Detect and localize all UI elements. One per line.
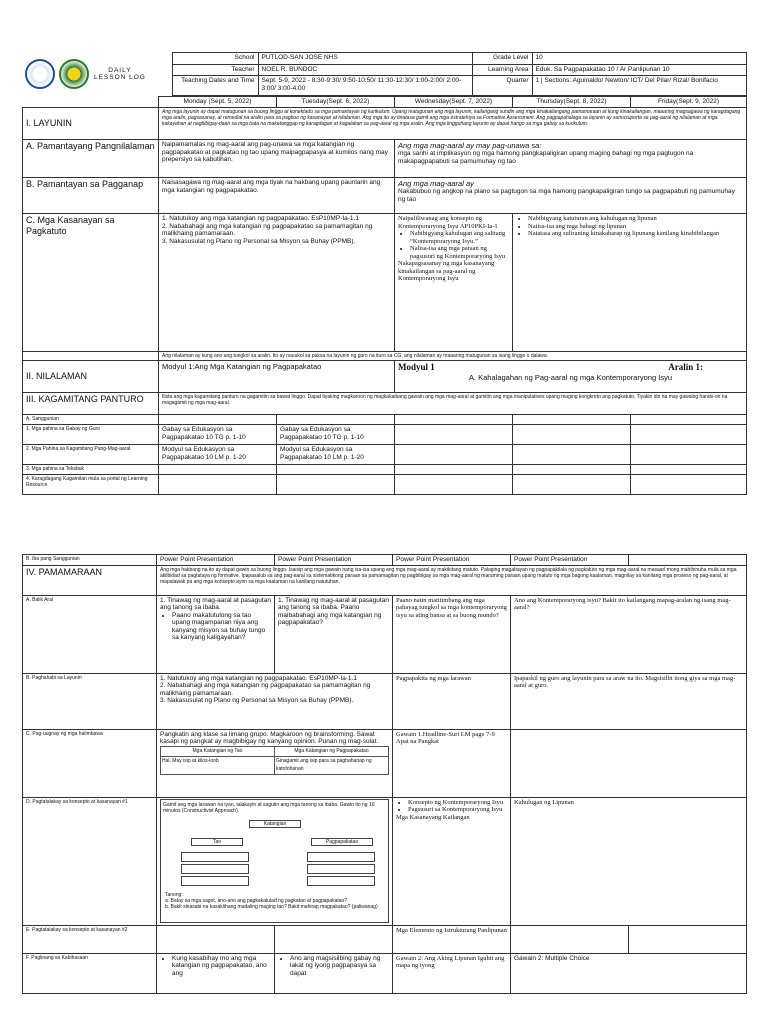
paglinang-tue: • Ano ang magsisilbing gabay ng lakat ng iyong pagpapasya sa dapat [290, 955, 389, 978]
paghahabi-label: B. Paghahabi sa Layunin [23, 673, 157, 729]
diagram-blank [181, 864, 249, 874]
kasanayan-thu-item: • Naiisa-isa ang mga bahagi ng lipunan [528, 223, 743, 231]
objectives-table [22, 96, 747, 495]
katangian-mini-table [160, 746, 389, 776]
mini-header-pagpapakatao: Mga Katangian ng Pagpapakatao [275, 746, 389, 757]
quarter-value: 1 | Sections: Aguinaldo/ Newton/ ICT/ Del Pilar/ Rizal/ Bonifacio [532, 76, 746, 96]
paghahabi-thu: Ipapaskil ng guro ang layunin para sa araw na ito. Magsisilbi itong giya sa mga mag-aaral at guro. [511, 673, 747, 729]
diagram-blank [307, 876, 375, 886]
pag-uugnay-wed: Gawain 1.Headline-Suri LM page 7-9 Apat na Pangkat [393, 729, 511, 797]
pag-uugnay-mon: Pangkatin ang klase sa limang grupo. Magkaroon ng brainstorming. Sawat kasapi ng pangkat ay magbibigay ng kanyang opinion. Punan ng mag-sulat. [160, 730, 379, 745]
kasanayan-esp-3: 3. Nakasusulat ng Plano ng Personal sa Misyon sa Buhay (PPMB). [162, 237, 356, 245]
kasanayan-ap-item: • Nalisa-isa ang mga paraan ng pagsusuri ng Kontemporaryong Isyu [410, 245, 509, 260]
pp-wed: Power Point Presentation [393, 555, 511, 566]
modyul-ap: Modyul 1 [398, 362, 435, 372]
paghahabi-mon-1: 1. Natutukoy ang mga katangian ng pagpapakatao. EsP10MP-Ia-1.1 [160, 674, 357, 682]
deped-seal-icon [25, 59, 55, 89]
ref-teksbuk: 3. Mga pahina sa Teksbuk [23, 465, 159, 475]
diagram-node-katangian: Katangian [249, 820, 301, 828]
ref-gabay-guro: 1. Mga pahina sa Gabay ng Guro [23, 425, 159, 445]
kasanayan-esp-1: 1. Natutukoy ang mga katangian ng pagpapakatao. EsP10MP-Ia-1.1 [162, 215, 359, 222]
balik-aral-wed: Paano natin matitimbang ang mga pahayag tungkol sa mga kontemporaryong isyu sa ating bansa at sa buong mundo? [393, 595, 511, 673]
diagram-blank [181, 876, 249, 886]
diagram-node-tao: Tao [191, 838, 243, 846]
pagtatalakay-2-label: E. Pagtatalakay sa konsepto at kasanayan #2 [23, 925, 157, 953]
grade-value: 10 [532, 53, 746, 65]
pagtatalakay-wed-item: • Pagsusuri sa Kontemporaryong Isyu [408, 806, 507, 814]
kasanayan-label: C. Mga Kasanayan sa Pagkatuto [23, 214, 159, 352]
mini-cell-tao: Hal. May isip at kilos-loob [161, 757, 275, 775]
diagram-blank [307, 864, 375, 874]
nilalaman-heading: II. NILALAMAN [23, 361, 159, 393]
pamantayang-pangnilalaman-esp: Naipamamalas ng mag-aaral ang pag-unawa sa mga katangian ng pagpapakatao at pagkatao ng tao upang maipagpapasya at kumilos nang may prepersiyo sa kabutihan. [159, 140, 395, 178]
header-table [22, 52, 747, 96]
pag-uugnay-label: C. Pag-uugnay ng mga halimbawa [23, 729, 157, 797]
procedure-table [22, 554, 747, 994]
kasanayan-ap-item: • Nabibigyang kahulugan ang salitang “Kontemporaryong Isyu.” [410, 230, 509, 245]
school-value: PUTLOD-SAN JOSE NHS [258, 53, 472, 65]
mini-cell-pagpapakatao: Ginagamit ang isip para sa paghahanap ng katotohanan [275, 757, 389, 775]
kasanayan-ap-tail: Nakapagsasanay ng mga kasanayang kinakailangan sa pag-aaral ng Kontemporaryong Isyu [398, 260, 495, 282]
ref-kagamitan-mag-aaral: 2. Mga Pahina sa Kagamitang Pang-Mag-aaral [23, 445, 159, 465]
day-thursday: Thursday(Sept. 8, 2022) [513, 97, 631, 108]
pamantayan-pagganap-esp: Naisasagawa ng mag-aaral ang mga tiyak na hakbang upang paunlarin ang mga katangian ng pagpapakatao. [159, 178, 395, 214]
diagram-question-label: Tanong: [165, 891, 183, 898]
pagtatalakay-wed-item: • Konsepto ng Kontemporaryong Isyu [408, 799, 507, 807]
pamamaraan-heading: IV. PAMAMARAAN [23, 565, 157, 595]
paghahabi-mon-3: 3. Nakasusulat ng Plano ng Personal sa Misyon sa Buhay (PPMB). [160, 697, 354, 704]
dates-label: Teaching Dates and Time [172, 76, 258, 96]
pp-mon: Power Point Presentation [157, 555, 275, 566]
paglinang-label: F. Paglinang sa Kabihasaan [23, 953, 157, 993]
pagtatalakay-1-label: D. Pagtatalakay sa konsepto at kasanayan #1 [23, 797, 157, 925]
day-friday: Friday(Sept. 9, 2022) [631, 97, 747, 108]
pp-thu: Power Point Presentation [511, 555, 629, 566]
balik-aral-mon-item: • Paano makatutulong sa tao upang magampanan niya ang kanyang misyon sa buhay tungo sa kanyang kaligayahan? [172, 612, 271, 642]
school-label: School [172, 53, 258, 65]
lesson-log-page-2 [22, 554, 746, 994]
day-wednesday: Wednesday(Sept. 7, 2022) [395, 97, 513, 108]
mini-header-tao: Mga Katangian ng Tao [161, 746, 275, 757]
diagram-instructions: Gamit ang mga larawan na iyan, talakayin at sagutin ang mga tanong sa ibaba. Gawin ito ng 10 minutos (Constructivist Approach). [163, 801, 375, 814]
grade-label: Grade Level [472, 53, 532, 65]
diagram-blank [181, 852, 249, 862]
ref-karagdagang: 4. Karagdagang Kagamitan mula sa portal ng Learning Resource [23, 475, 159, 495]
iba-sanggunian-label: B. Iba pang Sanggunian [23, 555, 157, 566]
school-seal-icon [59, 59, 89, 89]
pamantayang-pangnilalaman-label: A. Pamantayang Pangnilalaman [23, 140, 159, 178]
balik-aral-label: A. Balik Aral [23, 595, 157, 673]
paglinang-mon: • Kung kasabihay mo ang mga katangian ng pagpapakatao, ano ang [172, 955, 271, 978]
kasanayan-thu-item: • Natatasa ang suliraning kinakaharap ng lipunang kanilang kinabibilangan [528, 230, 743, 238]
kasanayan-esp-2: 2. Nababahagi ang mga katangian ng pagpapakatao sa pamamagitan ng malikhaing pamamaraan. [162, 222, 373, 237]
diagram-question-2: b. Bakit sinasabi na kasaklihang madaling maging tao? Bakit mahirap magpakatao? (paliwanag) [165, 903, 378, 910]
paghahabi-mon-2: 2. Nababahagi ang mga katangian ng pagpapakatao sa pamamagitan ng malikhaing pamamaraan. [160, 682, 371, 697]
pagtatalakay-2-wed: Mga Elemento ng Istrukturang Panlipunan [393, 925, 511, 953]
kasanayan-thu-item: • Nabibigyang katuturan ang kahulugan ng lipunan [528, 215, 743, 223]
lesson-log-page-1 [22, 52, 746, 495]
balik-aral-mon: 1. Tinawag ng mag-aaral at pasagutan ang tanong sa ibaba. [160, 596, 271, 611]
balik-aral-thu: Ano ang Kontemporaryong isyu? Bakit ito kailangang mapag-aralan ng isang mag-aaral? [511, 595, 747, 673]
ref-gabay-mon: Gabay sa Edukasyon sa Pagpapakatao 10 TG p. 1-10 [159, 425, 277, 445]
layunin-text: Ang mga layunin ay dapat matugunan sa buong linggo at konektado sa mga pamantayan ng kurikulum. Upang matugunan ang mga layunin, kailangang sundin ang mga kinakailangang pamamaraan at kung kinakailangan, maaaring magsagawa ng karagdagang mga aralin, pagsasanay, at remedial na aralin para sa pagbuo ng kasanayan at nilalaman. Ang mga ito ay tinatasa gamit ang mga estratehiya sa Formative Assessment. Ang pagpapahalaga sa layunin ay sumusuporta sa pag-aaral ng nilalaman at mga kakayahan at nagbibigay-daan sa mga bata na makatanggap ng karagdagan at kagalakan sa pag-aaral ng mga aralin. Ang mga lingguhang layunin ay dapat hango sa mga gabay sa kurikulum. [159, 108, 747, 140]
pamantayang-pangnilalaman-ap-head: Ang mga mag-aaral ay may pag-unawa sa: [398, 141, 542, 150]
dates-value: Sept. 5-9, 2022 - 8:30-9:30/ 9:50-10:50/ 11:30-12:30/ 1:00-2:00/ 2:00-3:00/ 3:00-4:00 [258, 76, 472, 96]
teacher-label: Teacher [172, 64, 258, 76]
teacher-value: NOEL R. BUNDOC [258, 64, 472, 76]
paglinang-thu: Gawain 2: Multiple Choice [511, 953, 747, 993]
day-monday: Monday (Sept. 5, 2022) [159, 97, 277, 108]
ref-gabay-tue: Gabay sa Edukasyon sa Pagpapakatao 10 TG p. 1-10 [277, 425, 395, 445]
paglinang-wed: Gawain 2: Ang Aking Lipunan Iguhit ang mapa ng iyong [393, 953, 511, 993]
pp-tue: Power Point Presentation [275, 555, 393, 566]
pamantayang-pangnilalaman-ap: mga sanhi at implikasyon ng mga hamong pangkapaligiran upang maging bahagi ng mga pagtugon na makapagpapabuti sa pamumuhay ng tao [398, 150, 694, 165]
kagamitan-heading: III. KAGAMITANG PANTURO [23, 393, 159, 415]
logo-text: DAILY LESSON LOG [93, 66, 146, 81]
diagram-node-pagpapakatao: Pagpapakatao [311, 838, 373, 846]
aralin-title: A. Kahalagahan ng Pag-aaral ng mga Kontemporaryong Isyu [468, 372, 673, 382]
ref-modyul-tue: Modyul sa Edukasyon sa Pagpapakatao 10 LM p. 1-20 [277, 445, 395, 465]
modyul-esp: Modyul 1:Ang Mga Katangian ng Pagpapakatao [159, 361, 395, 393]
pagtatalakay-thu: Kahulugan ng Lipunan [511, 797, 747, 925]
nilalaman-note: Ang nilalaman ay kung ano ang tungkol sa aralin. Ito ay nauukol sa paksa na layunin ng guro na ituro sa CG, ang nilalaman ay maaaring matugunan sa isang linggo o dalawa. [159, 352, 747, 361]
aralin-ap: Aralin 1: [668, 362, 703, 372]
diagram-question-1: a. Batay sa mga sagot, ano-ano ang pagkakatulad ng pagkatao at pagpapakatao? [165, 897, 348, 904]
kasanayan-ap-head: Naipaliliwanag ang konsepto ng Kontemporaryong Isyu AP10PKI-Ia-1 [398, 215, 498, 230]
diagram-blank [307, 852, 375, 862]
pamantayan-pagganap-ap: Nakabubuo ng angkop na plano sa pagtugon sa mga hamong pangkapaligiran tungo sa pagpapabuti ng pamumuhay ng tao [398, 188, 735, 203]
area-label: Learning Area [472, 64, 532, 76]
pagtatalakay-wed-tail: Mga Kasanayang Kailangan [396, 813, 470, 821]
kagamitan-text: Ilista ang mga kagamitang panturo na gagamitin sa bawat linggo. Dapat tiyaking magkaroon ng magkakaibang gawain ang mga mag-aaral at gamitin ang mga manipulatives upang maging kongkreto ang pagkatuto. Tiyakin din na may gawaing hands-on na magagamit ng mga mag-aaral. [159, 393, 747, 415]
ref-modyul-mon: Modyul sa Edukasyon sa Pagpapakatao 10 LM p. 1-20 [159, 445, 277, 465]
day-tuesday: Tuesday(Sept. 6, 2022) [277, 97, 395, 108]
pamamaraan-text: Ang mga hakbang na ito ay dapat gawin sa buong linggo. Isaisip ang mga gawain nang isa-isa upang ang mga mag-aaral ay makikitang matuto. Palaging magabayan ng pagpapakilala ng pagkatuto ng mga mag-aaral na masaarl mong mahihinuha mula sa mga akilbidad sa pagtataya ng formative. Ipapasalub sa ang pag-aaral sa sistematikong paraan sa pamamagitan ng pagbibigay sa mga mag-aaral ng maraming paraan upang matuto ng mga bagong kaalaman, magnilay sa kanilang mga proseso ng pag-aaral, at mapalawak pa ang mga konsepto ayon sa mga kaalaman na kanilang natutuhan. [157, 565, 747, 595]
area-value: Eduk. Sa Pagpapakatao 10 / Ar Panlipunan 10 [532, 64, 746, 76]
logo-block [22, 53, 172, 96]
quarter-label: Quarter [472, 76, 532, 96]
layunin-heading: I. LAYUNIN [23, 108, 159, 140]
paghahabi-wed: Pagpapakita ng mga larawan [393, 673, 511, 729]
concept-diagram [160, 799, 389, 923]
sanggunian-label: A. Sanggunian [23, 415, 159, 425]
pamantayan-pagganap-label: B. Pamantayan sa Pagganap [23, 178, 159, 214]
balik-aral-tue: 1. Tinawag ng mag-aaral at pasagutan ang tanong sa ibaba. Paano maibabahagi ang mga katangian ng pagpapakatao? [275, 595, 393, 673]
pamantayan-pagganap-ap-head: Ang mga mag-aaral ay [398, 179, 474, 188]
